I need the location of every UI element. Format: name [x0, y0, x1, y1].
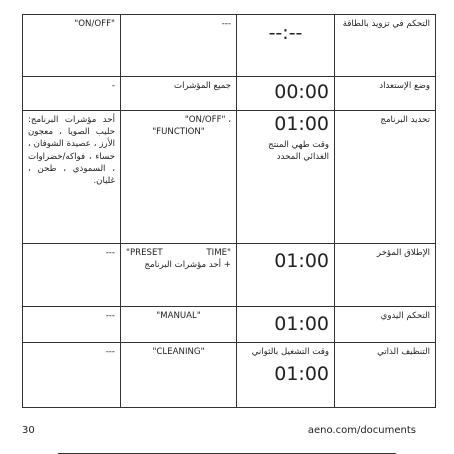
- button-text-line1: "PRESET TIME": [126, 248, 231, 258]
- mode-name: التنظيف الذاتي: [377, 347, 430, 357]
- button-text-line2: "FUNCTION": [152, 127, 205, 138]
- display-value: 01:00: [274, 363, 329, 386]
- mode-name: وضع الإستعداد: [379, 81, 430, 91]
- button-text-line1: "ON/OFF" ،: [184, 115, 231, 125]
- button-cell: [121, 343, 237, 408]
- mode-cell: [335, 15, 436, 77]
- mode-name: تحديد البرنامج: [380, 115, 430, 125]
- display-value: --:--: [268, 22, 303, 44]
- mode-cell: [335, 111, 436, 244]
- mode-name: التحكم اليدوي: [380, 311, 430, 321]
- button-text-line2: + أحد مؤشرات البرنامج: [144, 260, 231, 271]
- indicator-cell: [23, 111, 121, 244]
- mode-name: التحكم في تزويد بالطاقة: [342, 19, 430, 29]
- button-cell: [121, 307, 237, 343]
- table-row: [23, 15, 436, 77]
- mode-cell: [335, 343, 436, 408]
- table-row: [23, 111, 436, 244]
- display-cell: [237, 111, 335, 244]
- indicator-cell: [23, 343, 121, 408]
- indicator-text: ---: [105, 347, 115, 357]
- page-number: 30: [22, 425, 35, 436]
- display-description: وقت التشغيل بالثواني: [251, 347, 329, 357]
- table-row: [23, 77, 436, 111]
- button-text: "CLEANING": [152, 347, 205, 357]
- display-value: 01:00: [274, 113, 329, 135]
- table-row: [23, 244, 436, 307]
- button-text: "MANUAL": [156, 311, 201, 321]
- button-cell: [121, 77, 237, 111]
- button-text: جميع المؤشرات: [173, 81, 231, 91]
- display-cell: [237, 77, 335, 111]
- mode-cell: [335, 244, 436, 307]
- indicator-cell: [23, 15, 121, 77]
- indicator-text: أحد مؤشرات البرنامج: حليب الصويا ، معجون الأرز ، عصيدة الشوفان ، حساء ، فواكه/خضراوات ، السموذي ، طحن ، غليان.: [28, 115, 115, 187]
- indicator-text: -: [111, 81, 115, 91]
- display-cell: [237, 15, 335, 77]
- footer-url: aeno.com/documents: [307, 425, 416, 436]
- mode-cell: [335, 307, 436, 343]
- mode-name: الإطلاق المؤخر: [376, 248, 430, 258]
- display-value: 01:00: [274, 250, 329, 272]
- button-cell: [121, 15, 237, 77]
- display-description: وقت طهي المنتج الغذائي المحدد: [268, 139, 329, 163]
- display-cell: [237, 343, 335, 408]
- indicator-text: ---: [105, 311, 115, 321]
- table-row: [23, 307, 436, 343]
- display-value: 01:00: [274, 313, 329, 335]
- modes-table: [22, 14, 436, 408]
- indicator-text: "ON/OFF": [74, 19, 115, 29]
- button-cell: [121, 111, 237, 244]
- indicator-cell: [23, 77, 121, 111]
- mode-cell: [335, 77, 436, 111]
- indicator-cell: [23, 244, 121, 307]
- display-cell: [237, 244, 335, 307]
- button-text: ---: [221, 19, 231, 29]
- display-value: 00:00: [274, 81, 329, 103]
- indicator-text: ---: [105, 248, 115, 258]
- display-cell: [237, 307, 335, 343]
- button-cell: [121, 244, 237, 307]
- table-row: [23, 343, 436, 408]
- indicator-cell: [23, 307, 121, 343]
